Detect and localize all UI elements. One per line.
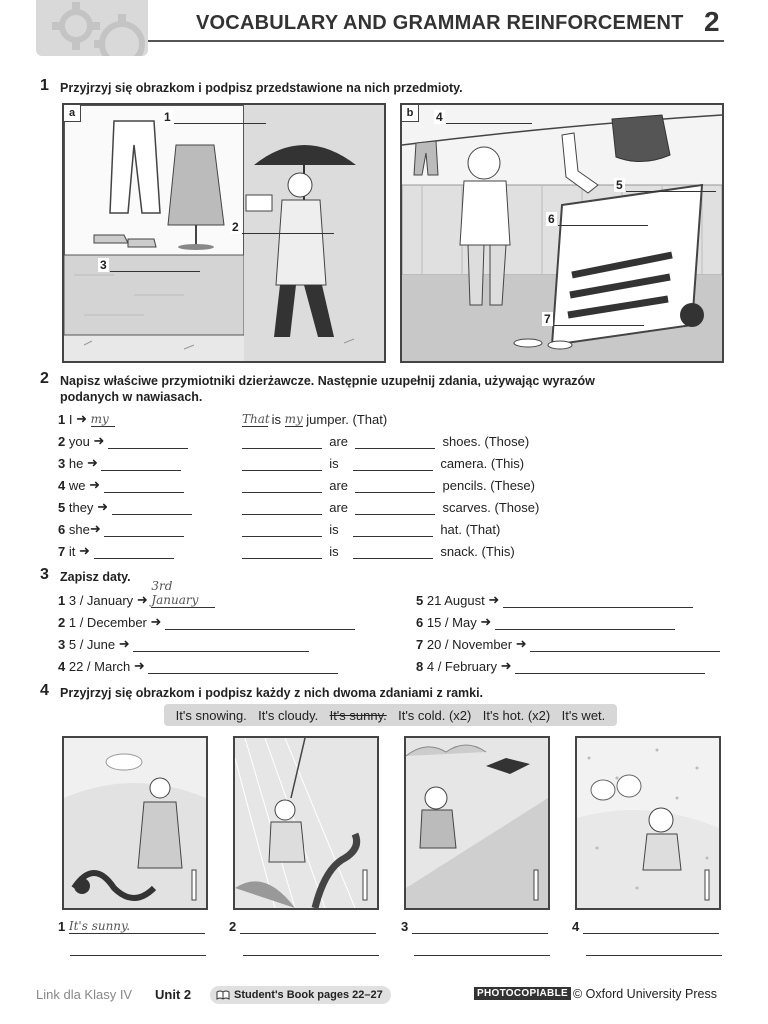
ex3-answer-line[interactable] xyxy=(495,616,675,630)
ex3-answer-line[interactable] xyxy=(133,638,309,652)
ex3-instruction: Zapisz daty. xyxy=(60,570,131,584)
ex3-item xyxy=(416,612,675,630)
ex2-blank-first[interactable] xyxy=(242,435,322,449)
ex2-answer[interactable]: my xyxy=(91,412,115,427)
ex2-row-number: 1 xyxy=(58,412,66,427)
ex3-date: 22 / March xyxy=(68,659,131,674)
ex2-row xyxy=(58,475,184,493)
ex1-picture-a xyxy=(62,103,386,363)
label-a1-line[interactable] xyxy=(174,123,266,124)
ex4-answer-line[interactable] xyxy=(240,920,376,934)
ex2-sentence xyxy=(242,497,539,515)
ex3-date: 20 / November xyxy=(426,637,513,652)
arrow-right-icon: ➜ xyxy=(89,521,101,536)
phrase: It's wet. xyxy=(561,707,606,723)
ex3-answer-line[interactable] xyxy=(530,638,720,652)
copyright: © Oxford University Press xyxy=(573,987,717,1001)
ex4-answer-line[interactable] xyxy=(243,942,379,956)
ex2-sentence-tail: snack. (This) xyxy=(440,544,515,559)
ex2-pronoun: I xyxy=(68,412,73,427)
ex4-item-number: 2 xyxy=(229,919,237,934)
weather-picture-3 xyxy=(404,736,550,910)
ex4-answer-line[interactable] xyxy=(70,942,206,956)
ex3-number: 3 xyxy=(40,566,49,583)
ex4-answer-line[interactable] xyxy=(586,942,722,956)
ex2-pronoun: she xyxy=(68,522,90,537)
ex3-item-number: 6 xyxy=(416,615,424,630)
arrow-right-icon: ➜ xyxy=(118,636,130,651)
ex3-item-number: 3 xyxy=(58,637,66,652)
phrase: It's snowing. xyxy=(175,707,247,723)
ex4-answer-line[interactable] xyxy=(412,920,548,934)
ex2-row-number: 3 xyxy=(58,456,66,471)
photocopiable-badge: PHOTOCOPIABLE xyxy=(474,987,571,1000)
ex4-item xyxy=(572,916,719,934)
shop-illustration xyxy=(64,105,384,361)
arrow-right-icon: ➜ xyxy=(76,411,88,426)
ex2-sentence xyxy=(242,453,524,471)
ex2-sentence-first[interactable]: That xyxy=(242,412,270,426)
ex3-item xyxy=(58,579,215,608)
ex2-row-number: 4 xyxy=(58,478,66,493)
ex2-sentence-tail: pencils. (These) xyxy=(442,478,535,493)
label-b7-number: 7 xyxy=(544,312,551,326)
sunny-scene xyxy=(64,738,206,908)
ex3-item-number: 1 xyxy=(58,593,66,608)
ex3-item xyxy=(58,612,355,630)
ex2-blank-second[interactable] xyxy=(353,545,433,559)
ex4-item-number: 1 xyxy=(58,919,66,934)
ex2-row xyxy=(58,453,181,471)
label-a3-number: 3 xyxy=(100,258,107,272)
ex4-number: 4 xyxy=(40,682,49,699)
ex2-pronoun: it xyxy=(68,544,76,559)
arrow-right-icon: ➜ xyxy=(133,658,145,673)
ex2-answer-line[interactable] xyxy=(101,457,181,471)
label-a1-number: 1 xyxy=(164,110,171,124)
ex2-blank-first[interactable] xyxy=(242,457,322,471)
ex2-sentence-verb: are xyxy=(329,500,349,515)
cloudy-hill-scene xyxy=(406,738,548,908)
garden-illustration xyxy=(402,105,722,361)
ex3-item-number: 2 xyxy=(58,615,66,630)
ex3-date: 5 / June xyxy=(68,637,116,652)
ex4-answer-line[interactable] xyxy=(414,942,550,956)
ex3-answer-line[interactable] xyxy=(515,660,705,674)
ex3-item xyxy=(416,590,693,608)
ex2-blank-first[interactable] xyxy=(242,545,322,559)
ex2-sentence-verb: is xyxy=(329,522,339,537)
arrow-right-icon: ➜ xyxy=(89,477,101,492)
ex3-item xyxy=(416,656,705,674)
ex3-item xyxy=(416,634,720,652)
label-b6-number: 6 xyxy=(548,212,555,226)
ex2-blank-second[interactable] xyxy=(355,479,435,493)
ex2-row-number: 6 xyxy=(58,522,66,537)
arrow-right-icon: ➜ xyxy=(515,636,527,651)
ex2-sentence-tail: hat. (That) xyxy=(440,522,501,537)
ex2-pronoun: they xyxy=(68,500,94,515)
arrow-right-icon: ➜ xyxy=(86,455,98,470)
hot-jungle-scene xyxy=(235,738,377,908)
footer-book-title: Link dla Klasy IV xyxy=(36,987,133,1002)
ex2-sentence-verb: are xyxy=(329,478,349,493)
panel-a-letter: a xyxy=(64,105,81,122)
ex2-row xyxy=(58,519,184,537)
ex2-sentence xyxy=(242,519,500,537)
arrow-right-icon: ➜ xyxy=(480,614,492,629)
snowy-scene xyxy=(577,738,719,908)
ex4-item xyxy=(401,916,548,934)
gear-icon xyxy=(36,0,148,56)
ex4-item-number: 3 xyxy=(401,919,409,934)
header-tab xyxy=(36,0,148,56)
ex2-answer-line[interactable] xyxy=(112,501,192,515)
arrow-right-icon: ➜ xyxy=(150,614,162,629)
ex2-blank-second[interactable] xyxy=(355,501,435,515)
ex2-number: 2 xyxy=(40,370,49,387)
ex2-pronoun: you xyxy=(68,434,90,449)
ex2-pronoun: he xyxy=(68,456,84,471)
ex3-date: 15 / May xyxy=(426,615,477,630)
ex2-row xyxy=(58,541,174,559)
phrase-used: It's sunny. xyxy=(329,707,387,723)
label-b6-line[interactable] xyxy=(558,225,648,226)
students-book-pages xyxy=(210,986,391,1004)
ex2-sentence xyxy=(242,431,529,449)
ex1-number: 1 xyxy=(40,77,49,94)
label-b5-number: 5 xyxy=(616,178,623,192)
ex2-pronoun: we xyxy=(68,478,86,493)
ex3-answer-line[interactable] xyxy=(503,594,693,608)
ex2-sentence-second[interactable]: my xyxy=(284,412,303,426)
ex4-instruction: Przyjrzyj się obrazkom i podpisz każdy z nich dwoma zdaniami z ramki. xyxy=(60,686,484,700)
ex2-instruction-line1: Napisz właściwe przymiotniki dzierżawcze. Następnie uzupełnij zdania, używając wyrazów xyxy=(60,374,595,388)
ex2-sentence-tail: scarves. (Those) xyxy=(442,500,540,515)
label-a2-line[interactable] xyxy=(242,233,334,234)
ex2-sentence xyxy=(242,541,515,559)
ex2-row xyxy=(58,497,192,515)
ex3-answer-line[interactable] xyxy=(148,660,338,674)
arrow-right-icon: ➜ xyxy=(488,592,500,607)
weather-picture-1 xyxy=(62,736,208,910)
ex1-picture-b xyxy=(400,103,724,363)
students-book-pages-label: Student's Book pages 22–27 xyxy=(234,989,383,1001)
ex3-item-number: 4 xyxy=(58,659,66,674)
ex3-date: 1 / December xyxy=(68,615,147,630)
ex4-item xyxy=(229,916,376,934)
weather-picture-2 xyxy=(233,736,379,910)
phrase: It's cold. (x2) xyxy=(398,707,472,723)
page-title: VOCABULARY AND GRAMMAR REINFORCEMENT xyxy=(196,12,684,34)
ex2-blank-first[interactable] xyxy=(242,523,322,537)
weather-picture-4 xyxy=(575,736,721,910)
ex4-item-number: 4 xyxy=(572,919,580,934)
ex2-sentence-tail: shoes. (Those) xyxy=(442,434,530,449)
ex3-item xyxy=(58,634,309,652)
ex4-answer-line[interactable] xyxy=(583,920,719,934)
ex4-answer[interactable]: It's sunny. xyxy=(69,919,205,934)
arrow-right-icon: ➜ xyxy=(136,592,148,607)
ex2-instruction-line2: podanych w nawiasach. xyxy=(60,390,203,404)
ex2-sentence-tail: camera. (This) xyxy=(440,456,525,471)
phrase-box xyxy=(164,704,617,726)
ex2-sentence-verb: are xyxy=(329,434,349,449)
ex3-date: 3 / January xyxy=(68,593,134,608)
ex3-answer-line[interactable] xyxy=(165,616,355,630)
ex3-item-number: 5 xyxy=(416,593,424,608)
ex2-row xyxy=(58,431,188,449)
ex2-blank-second[interactable] xyxy=(355,435,435,449)
ex2-sentence xyxy=(242,409,387,427)
ex2-row-number: 5 xyxy=(58,500,66,515)
ex2-answer-line[interactable] xyxy=(94,545,174,559)
ex2-sentence-verb: is xyxy=(329,544,339,559)
label-b4-line[interactable] xyxy=(446,123,532,124)
ex2-sentence-tail: jumper. (That) xyxy=(306,412,388,427)
ex4-item xyxy=(58,916,205,934)
ex3-answer[interactable]: 3rd January xyxy=(151,579,215,608)
ex3-date: 21 August xyxy=(426,593,485,608)
ex3-item-number: 8 xyxy=(416,659,424,674)
title-rule xyxy=(148,40,724,42)
arrow-right-icon: ➜ xyxy=(93,433,105,448)
label-a2-number: 2 xyxy=(232,220,239,234)
ex2-row-number: 7 xyxy=(58,544,66,559)
ex1-instruction: Przyjrzyj się obrazkom i podpisz przedstawione na nich przedmioty. xyxy=(60,81,463,95)
ex3-item-number: 7 xyxy=(416,637,424,652)
page-title-number: 2 xyxy=(704,6,720,37)
ex2-answer-line[interactable] xyxy=(104,479,184,493)
ex3-item xyxy=(58,656,338,674)
label-b4-number: 4 xyxy=(436,110,443,124)
phrase: It's hot. (x2) xyxy=(482,707,551,723)
phrase: It's cloudy. xyxy=(258,707,319,723)
ex2-blank-first[interactable] xyxy=(242,501,322,515)
panel-b-letter: b xyxy=(402,105,419,122)
label-b7-line[interactable] xyxy=(554,325,644,326)
arrow-right-icon: ➜ xyxy=(97,499,108,514)
ex2-answer-line[interactable] xyxy=(108,435,188,449)
label-a3-line[interactable] xyxy=(110,271,200,272)
arrow-right-icon: ➜ xyxy=(500,658,512,673)
ex2-sentence xyxy=(242,475,535,493)
arrow-right-icon: ➜ xyxy=(78,543,90,558)
ex3-date: 4 / February xyxy=(426,659,497,674)
ex2-sentence-verb: is xyxy=(329,456,339,471)
ex2-blank-second[interactable] xyxy=(353,457,433,471)
ex2-answer-line[interactable] xyxy=(104,523,184,537)
ex2-row-number: 2 xyxy=(58,434,66,449)
book-icon xyxy=(216,990,230,1000)
ex2-blank-first[interactable] xyxy=(242,479,322,493)
footer-unit: Unit 2 xyxy=(155,987,192,1002)
ex2-row xyxy=(58,409,115,427)
ex2-blank-second[interactable] xyxy=(353,523,433,537)
label-b5-line[interactable] xyxy=(626,191,716,192)
ex2-sentence-verb: is xyxy=(271,412,282,427)
